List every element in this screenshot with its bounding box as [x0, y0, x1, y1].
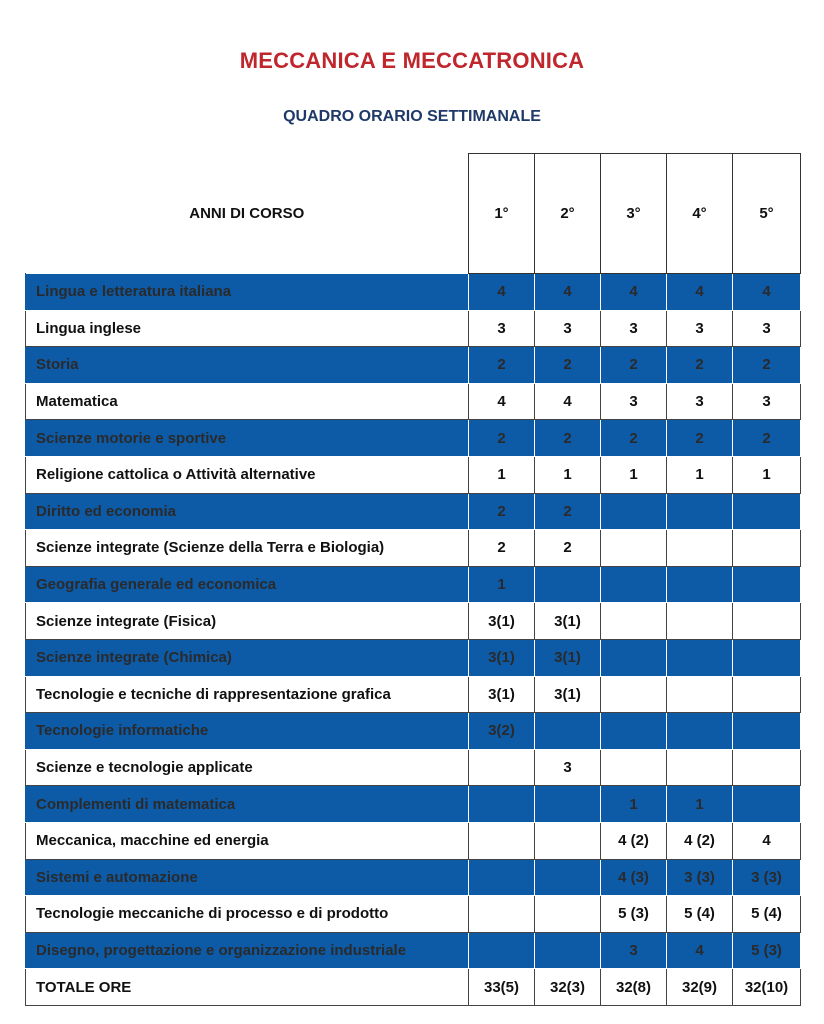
hours-cell [601, 603, 667, 640]
hours-cell: 3(1) [469, 639, 535, 676]
table-row [26, 896, 801, 933]
hours-cell [469, 859, 535, 896]
subject-cell: Tecnologie e tecniche di rappresentazione grafica [26, 676, 469, 713]
hours-cell: 5 (3) [601, 896, 667, 933]
hours-cell: 2 [535, 493, 601, 530]
hours-cell: 2 [469, 530, 535, 567]
hours-cell [733, 676, 801, 713]
subject-cell: Matematica [26, 383, 469, 420]
table-row [26, 786, 801, 823]
hours-cell [733, 786, 801, 823]
hours-cell: 4 (2) [601, 822, 667, 859]
hours-cell [469, 896, 535, 933]
subject-cell: Diritto ed economia [26, 493, 469, 530]
hours-cell: 2 [601, 347, 667, 384]
page-subtitle: QUADRO ORARIO SETTIMANALE [283, 108, 541, 125]
years-header-label: ANNI DI CORSO [189, 204, 305, 222]
hours-cell [601, 639, 667, 676]
hours-cell: 4 (3) [601, 859, 667, 896]
table-row [26, 310, 801, 347]
table-row [26, 530, 801, 567]
hours-cell [733, 639, 801, 676]
year-header: 4° [667, 154, 733, 274]
subject-cell: Tecnologie meccaniche di processo e di prodotto [26, 896, 469, 933]
hours-cell: 2 [469, 420, 535, 457]
table-row [26, 274, 801, 311]
hours-cell: 3 [535, 310, 601, 347]
table-row [26, 822, 801, 859]
hours-cell [667, 713, 733, 750]
hours-cell [733, 603, 801, 640]
hours-cell: 2 [469, 347, 535, 384]
year-header: 2° [535, 154, 601, 274]
page-title: MECCANICA E MECCATRONICA [239, 48, 585, 73]
hours-cell [667, 530, 733, 567]
table-row [26, 932, 801, 969]
hours-cell [667, 603, 733, 640]
subject-cell: Scienze integrate (Fisica) [26, 603, 469, 640]
hours-cell [601, 566, 667, 603]
hours-cell [733, 713, 801, 750]
hours-cell [535, 713, 601, 750]
total-hours-cell: 32(8) [601, 969, 667, 1006]
table-row [26, 420, 801, 457]
hours-cell: 4 [667, 274, 733, 311]
hours-cell [733, 566, 801, 603]
subject-cell: Religione cattolica o Attività alternative [26, 456, 469, 493]
hours-cell: 3(2) [469, 713, 535, 750]
table-header-row [26, 154, 801, 274]
hours-cell [601, 676, 667, 713]
subject-cell: Meccanica, macchine ed energia [26, 822, 469, 859]
hours-cell: 3 [469, 310, 535, 347]
hours-cell [469, 932, 535, 969]
hours-cell: 2 [535, 347, 601, 384]
hours-cell: 4 [733, 274, 801, 311]
subject-cell: Scienze integrate (Scienze della Terra e Biologia) [26, 530, 469, 567]
table-row [26, 859, 801, 896]
subject-cell: Disegno, progettazione e organizzazione industriale [26, 932, 469, 969]
hours-cell: 2 [601, 420, 667, 457]
hours-cell: 1 [667, 456, 733, 493]
total-hours-cell: 32(3) [535, 969, 601, 1006]
hours-cell [469, 786, 535, 823]
hours-cell [535, 822, 601, 859]
hours-cell [601, 493, 667, 530]
hours-cell: 3 [667, 310, 733, 347]
hours-cell: 3(1) [469, 676, 535, 713]
hours-cell: 3 [733, 383, 801, 420]
hours-cell [667, 566, 733, 603]
subject-cell: Tecnologie informatiche [26, 713, 469, 750]
hours-cell [535, 932, 601, 969]
hours-cell: 1 [469, 566, 535, 603]
hours-cell [601, 530, 667, 567]
hours-cell: 3 [733, 310, 801, 347]
hours-cell: 3(1) [535, 676, 601, 713]
hours-cell [601, 749, 667, 786]
hours-cell: 3 (3) [667, 859, 733, 896]
table-row [26, 639, 801, 676]
table-row [26, 749, 801, 786]
total-hours-cell: 33(5) [469, 969, 535, 1006]
hours-cell: 2 [667, 347, 733, 384]
hours-cell [535, 896, 601, 933]
hours-cell: 3 [601, 383, 667, 420]
hours-cell: 2 [535, 530, 601, 567]
hours-cell: 4 (2) [667, 822, 733, 859]
subject-cell: Sistemi e automazione [26, 859, 469, 896]
hours-cell [733, 530, 801, 567]
hours-cell [469, 822, 535, 859]
hours-cell: 4 [535, 383, 601, 420]
hours-cell: 2 [733, 420, 801, 457]
table-row [26, 713, 801, 750]
table-row [26, 493, 801, 530]
subject-cell: Lingua e letteratura italiana [26, 274, 469, 311]
hours-cell: 4 [469, 383, 535, 420]
hours-cell: 4 [667, 932, 733, 969]
hours-cell: 5 (3) [733, 932, 801, 969]
hours-cell: 2 [733, 347, 801, 384]
hours-cell [667, 749, 733, 786]
table-row [26, 456, 801, 493]
year-header: 3° [601, 154, 667, 274]
hours-cell: 1 [535, 456, 601, 493]
subject-cell: Geografia generale ed economica [26, 566, 469, 603]
total-hours-cell: 32(10) [733, 969, 801, 1006]
table-row [26, 603, 801, 640]
subject-cell: Storia [26, 347, 469, 384]
hours-cell: 3(1) [535, 639, 601, 676]
hours-cell [535, 566, 601, 603]
hours-cell: 1 [601, 456, 667, 493]
year-header: 1° [469, 154, 535, 274]
table-row [26, 347, 801, 384]
hours-cell [535, 786, 601, 823]
hours-cell: 2 [535, 420, 601, 457]
hours-cell [733, 749, 801, 786]
table-body [26, 274, 801, 1006]
hours-cell: 4 [535, 274, 601, 311]
hours-cell: 5 (4) [733, 896, 801, 933]
hours-cell: 3 [535, 749, 601, 786]
total-row [26, 969, 801, 1006]
hours-cell: 2 [667, 420, 733, 457]
hours-cell [535, 859, 601, 896]
hours-cell: 1 [667, 786, 733, 823]
hours-cell: 1 [733, 456, 801, 493]
hours-cell: 5 (4) [667, 896, 733, 933]
subject-cell: Lingua inglese [26, 310, 469, 347]
hours-cell: 2 [469, 493, 535, 530]
subject-cell: Scienze motorie e sportive [26, 420, 469, 457]
hours-cell: 3 [667, 383, 733, 420]
hours-cell: 3 (3) [733, 859, 801, 896]
schedule-table [25, 153, 801, 1006]
subject-cell: Scienze e tecnologie applicate [26, 749, 469, 786]
hours-cell: 1 [469, 456, 535, 493]
table-row [26, 566, 801, 603]
hours-cell: 3 [601, 932, 667, 969]
hours-cell: 4 [469, 274, 535, 311]
hours-cell: 1 [601, 786, 667, 823]
table-row [26, 383, 801, 420]
hours-cell: 3(1) [469, 603, 535, 640]
hours-cell [667, 676, 733, 713]
subject-cell: Complementi di matematica [26, 786, 469, 823]
hours-cell: 4 [733, 822, 801, 859]
hours-cell [667, 639, 733, 676]
hours-cell [601, 713, 667, 750]
hours-cell [733, 493, 801, 530]
hours-cell [469, 749, 535, 786]
hours-cell: 3(1) [535, 603, 601, 640]
total-hours-cell: 32(9) [667, 969, 733, 1006]
total-label: TOTALE ORE [26, 969, 469, 1006]
table-row [26, 676, 801, 713]
year-header: 5° [733, 154, 801, 274]
hours-cell: 4 [601, 274, 667, 311]
subject-cell: Scienze integrate (Chimica) [26, 639, 469, 676]
hours-cell: 3 [601, 310, 667, 347]
hours-cell [667, 493, 733, 530]
